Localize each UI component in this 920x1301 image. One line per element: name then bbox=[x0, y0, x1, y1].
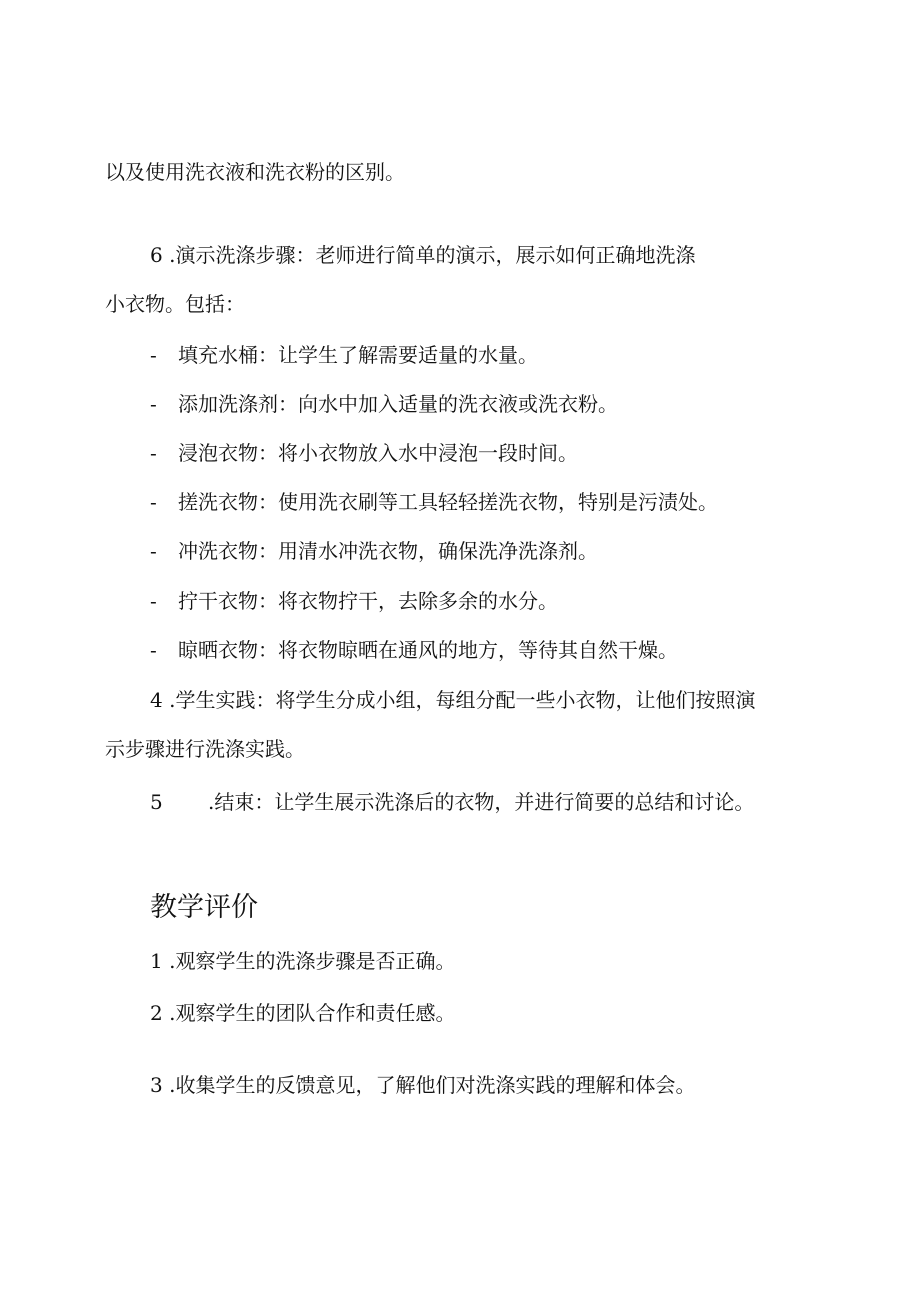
sub-step-text: 添加洗涤剂：向水中加入适量的洗衣液或洗衣粉。 bbox=[178, 392, 618, 416]
sub-step-text: 拧干衣物：将衣物拧干，去除多余的水分。 bbox=[178, 589, 558, 613]
evaluation-item-text: .观察学生的洗涤步骤是否正确。 bbox=[169, 949, 456, 973]
evaluation-item bbox=[150, 949, 455, 973]
sub-step-text: 晾晒衣物：将衣物晾晒在通风的地方，等待其自然干燥。 bbox=[178, 638, 678, 662]
step-end-text: .结束：让学生展示洗涤后的衣物，并进行简要的总结和讨论。 bbox=[208, 790, 755, 814]
sub-step-text: 冲洗衣物：用清水冲洗衣物，确保洗净洗涤剂。 bbox=[178, 539, 598, 563]
sub-step-wring bbox=[150, 589, 558, 613]
step-practice-line1 bbox=[150, 688, 755, 712]
sub-step-add-detergent bbox=[150, 392, 618, 416]
sub-step-fill-bucket bbox=[150, 343, 538, 367]
sub-step-text: 搓洗衣物：使用洗衣刷等工具轻轻搓洗衣物，特别是污渍处。 bbox=[178, 490, 718, 514]
sub-step-scrub bbox=[150, 490, 718, 514]
evaluation-item bbox=[150, 1001, 455, 1025]
sub-step-dry bbox=[150, 638, 678, 662]
step-end-line bbox=[150, 790, 754, 814]
dash-bullet: - bbox=[150, 539, 157, 563]
dash-bullet: - bbox=[150, 392, 157, 416]
evaluation-item-text: .观察学生的团队合作和责任感。 bbox=[169, 1001, 456, 1025]
continuation-text: 以及使用洗衣液和洗衣粉的区别。 bbox=[105, 160, 405, 184]
evaluation-heading: 教学评价 bbox=[150, 892, 258, 923]
step-practice-line2: 示步骤进行洗涤实践。 bbox=[105, 737, 305, 761]
evaluation-item-text: .收集学生的反馈意见，了解他们对洗涤实践的理解和体会。 bbox=[169, 1073, 696, 1097]
dash-bullet: - bbox=[150, 343, 157, 367]
sub-step-text: 浸泡衣物：将小衣物放入水中浸泡一段时间。 bbox=[178, 441, 578, 465]
evaluation-item bbox=[150, 1073, 695, 1097]
evaluation-item-number: 3 bbox=[150, 1073, 163, 1097]
dash-bullet: - bbox=[150, 638, 157, 662]
evaluation-item-number: 1 bbox=[150, 949, 163, 973]
dash-bullet: - bbox=[150, 441, 157, 465]
evaluation-item-number: 2 bbox=[150, 1001, 163, 1025]
step-end-number: 5 bbox=[150, 790, 163, 814]
step-demo-line2: 小衣物。包括： bbox=[105, 292, 245, 316]
sub-step-text: 填充水桶：让学生了解需要适量的水量。 bbox=[178, 343, 538, 367]
step-demo-number: 6 bbox=[150, 243, 163, 267]
sub-step-soak bbox=[150, 441, 578, 465]
step-practice-number: 4 bbox=[150, 688, 163, 712]
step-practice-text: .学生实践：将学生分成小组，每组分配一些小衣物，让他们按照演 bbox=[169, 688, 756, 712]
dash-bullet: - bbox=[150, 589, 157, 613]
step-demo-text: .演示洗涤步骤：老师进行简单的演示，展示如何正确地洗涤 bbox=[169, 243, 696, 267]
step-demo-line1 bbox=[150, 243, 695, 267]
dash-bullet: - bbox=[150, 490, 157, 514]
sub-step-rinse bbox=[150, 539, 598, 563]
